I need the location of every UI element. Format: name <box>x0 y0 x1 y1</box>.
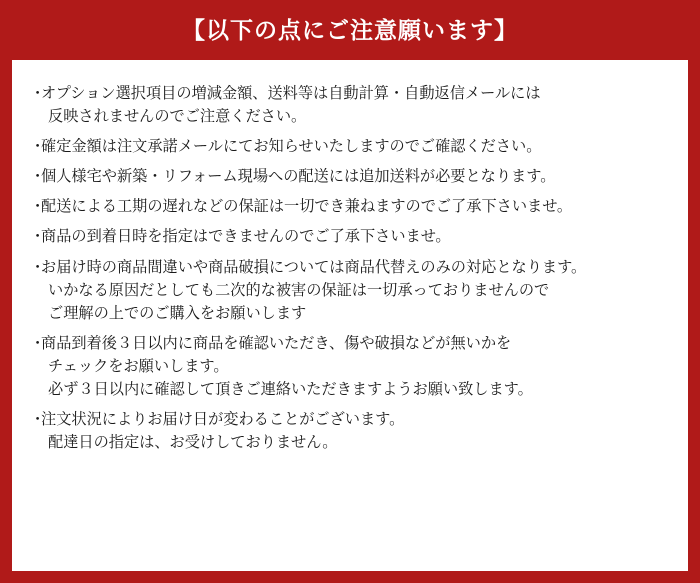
notice-line-text: 配送による工期の遅れなどの保証は一切でき兼ねますのでご了承下さいませ。 <box>41 198 573 216</box>
bullet-marker: ・ <box>30 198 46 216</box>
notice-line-text: 確定金額は注文承諾メールにてお知らせいたしますのでご確認ください。 <box>41 138 542 156</box>
notice-line-text: 必ず３日以内に確認して頂きご連絡いただきますようお願い致します。 <box>48 381 533 399</box>
notice-line-text: 配達日の指定は、お受けしておりません。 <box>48 434 338 452</box>
notice-line <box>30 195 670 218</box>
list-item <box>30 225 670 248</box>
notice-line-text: チェックをお願いします。 <box>48 357 229 375</box>
notice-line-text: 注文状況によりお届け日が変わることがございます。 <box>41 411 405 429</box>
bullet-marker: ・ <box>30 258 46 276</box>
notice-line-text: いかなる原因だとしても二次的な被害の保証は一切承っておりませんので <box>48 281 550 299</box>
bullet-marker: ・ <box>30 85 46 102</box>
list-item <box>30 135 670 158</box>
notice-line <box>30 408 670 431</box>
notice-line <box>30 135 670 158</box>
notice-line <box>30 355 670 378</box>
list-item <box>30 165 670 188</box>
notice-line <box>30 225 670 248</box>
notice-line <box>30 332 670 355</box>
bullet-marker: ・ <box>30 168 46 186</box>
list-item <box>30 408 670 454</box>
notice-line <box>30 256 670 279</box>
list-item <box>30 82 670 128</box>
notice-line <box>30 279 670 302</box>
notice-line-text: オプション選択項目の増減金額、送料等は自動計算・自動返信メールには <box>41 85 541 102</box>
notice-line <box>30 165 670 188</box>
bullet-marker: ・ <box>30 411 46 429</box>
notice-line-text: 反映されませんのでご注意ください。 <box>48 108 307 126</box>
notice-body <box>12 60 688 571</box>
notice-line-text: 商品到着後３日以内に商品を確認いただき、傷や破損などが無いかを <box>41 334 512 352</box>
notice-line <box>30 302 670 325</box>
notice-title: 【以下の点にご注意願います】 <box>182 17 518 43</box>
notice-line <box>30 431 670 454</box>
bullet-marker: ・ <box>30 228 46 246</box>
bullet-marker: ・ <box>30 138 46 156</box>
notice-line-text: 個人様宅や新築・リフォーム現場への配送には追加送料が必要となります。 <box>41 168 556 186</box>
notice-line-text: ご理解の上でのご購入をお願いします <box>48 304 307 322</box>
notice-line-text: お届け時の商品間違いや商品破損については商品代替えのみの対応となります。 <box>41 258 587 276</box>
notice-line <box>30 82 670 105</box>
list-item <box>30 332 670 401</box>
list-item <box>30 256 670 325</box>
notice-line <box>30 105 670 128</box>
bullet-marker: ・ <box>30 334 46 352</box>
notice-line-text: 商品の到着日時を指定はできませんのでご了承下さいませ。 <box>41 228 451 246</box>
list-item <box>30 195 670 218</box>
notice-line <box>30 378 670 401</box>
